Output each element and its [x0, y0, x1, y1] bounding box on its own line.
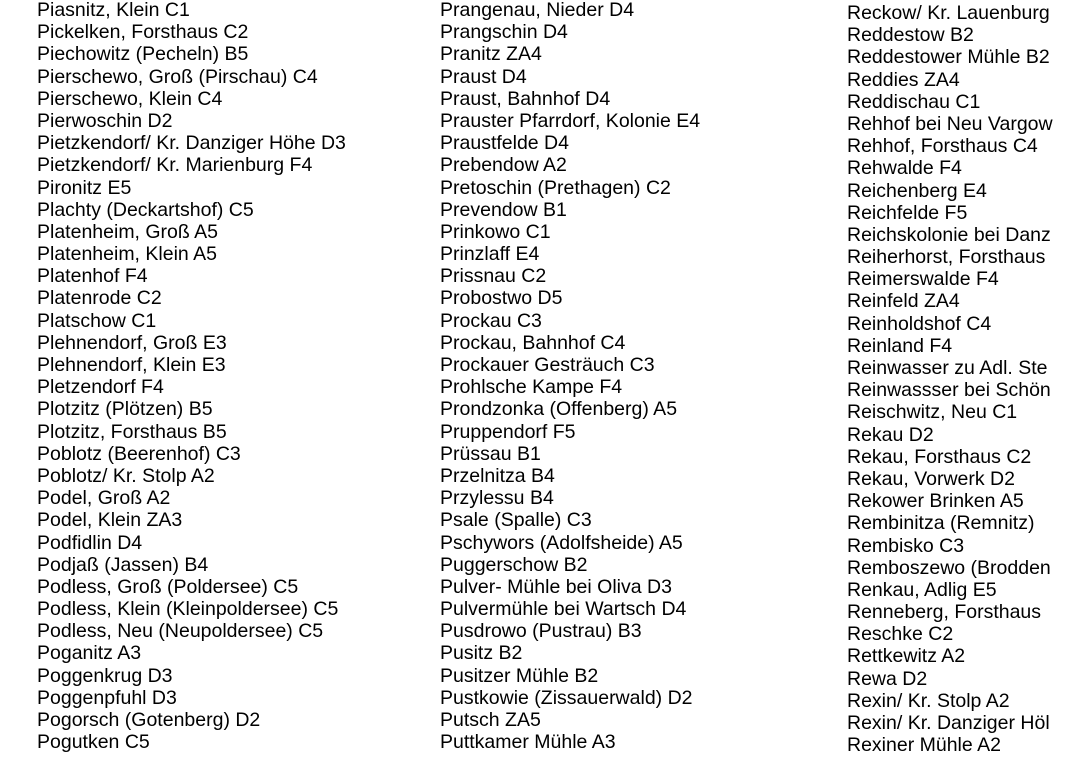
index-entry: Renkau, Adlig E5: [847, 578, 997, 601]
index-entry: Rewa D2: [847, 667, 928, 690]
index-entry: Prangenau, Nieder D4: [440, 0, 635, 21]
index-entry: Plotzitz (Plötzen) B5: [37, 398, 213, 421]
index-entry: Podel, Klein ZA3: [37, 509, 183, 532]
index-entry: Przylessu B4: [440, 487, 554, 510]
index-entry: Rembisko C3: [847, 534, 965, 557]
index-entry: Reschke C2: [847, 623, 954, 646]
index-entry: Poggenpfuhl D3: [37, 686, 177, 709]
index-entry: Rekau D2: [847, 423, 934, 446]
index-entry: Poggenkrug D3: [37, 664, 173, 687]
index-entry: Psale (Spalle) C3: [440, 509, 592, 532]
index-entry: Praust D4: [440, 65, 527, 88]
index-entry: Rehwalde F4: [847, 157, 962, 180]
index-entry: Poblotz (Beerenhof) C3: [37, 442, 241, 465]
index-column-3: [847, 2, 1053, 756]
index-entry: Reinland F4: [847, 334, 953, 357]
index-entry: Probostwo D5: [440, 287, 563, 310]
index-entry: Pietzkendorf/ Kr. Marienburg F4: [37, 154, 313, 177]
index-entry: Platenrode C2: [37, 287, 162, 310]
index-entry: Reddestower Mühle B2: [847, 46, 1050, 69]
index-entry: Piasnitz, Klein C1: [37, 0, 190, 21]
index-entry: Prockau C3: [440, 309, 542, 332]
index-entry: Pogutken C5: [37, 731, 150, 754]
index-entry: Praustfelde D4: [440, 132, 569, 155]
index-entry: Prevendow B1: [440, 198, 567, 221]
index-entry: Reichfelde F5: [847, 201, 968, 224]
index-entry: Pranitz ZA4: [440, 43, 542, 66]
index-entry: Praust, Bahnhof D4: [440, 87, 611, 110]
index-entry: Reichskolonie bei Danz: [847, 223, 1051, 246]
index-entry: Prauster Pfarrdorf, Kolonie E4: [440, 109, 701, 132]
index-entry: Poblotz/ Kr. Stolp A2: [37, 464, 215, 487]
index-entry: Prüssau B1: [440, 442, 541, 465]
index-entry: Pulver- Mühle bei Oliva D3: [440, 575, 672, 598]
index-entry: Reimerswalde F4: [847, 268, 999, 291]
index-entry: Pierschewo, Groß (Pirschau) C4: [37, 65, 318, 88]
index-entry: Pironitz E5: [37, 176, 132, 199]
index-column-2: [440, 0, 700, 753]
index-entry: Podless, Neu (Neupoldersee) C5: [37, 620, 324, 643]
index-entry: Piechowitz (Pecheln) B5: [37, 43, 249, 66]
index-entry: Prohlsche Kampe F4: [440, 376, 623, 399]
index-entry: Pickelken, Forsthaus C2: [37, 21, 249, 44]
index-entry: Reinholdshof C4: [847, 312, 992, 335]
index-entry: Platschow C1: [37, 309, 157, 332]
index-entry: Reinwassser bei Schön: [847, 379, 1051, 402]
index-entry: Prissnau C2: [440, 265, 547, 288]
index-entry: Prondzonka (Offenberg) A5: [440, 398, 678, 421]
index-entry: Prebendow A2: [440, 154, 567, 177]
index-entry: Rekower Brinken A5: [847, 490, 1024, 513]
index-entry: Pusitzer Mühle B2: [440, 664, 599, 687]
index-entry: Plotzitz, Forsthaus B5: [37, 420, 227, 443]
index-entry: Prockauer Gesträuch C3: [440, 354, 655, 376]
index-entry: Platenheim, Klein A5: [37, 243, 217, 266]
index-entry: Pretoschin (Prethagen) C2: [440, 176, 671, 199]
index-entry: Poganitz A3: [37, 642, 142, 665]
index-entry: Pierwoschin D2: [37, 109, 173, 132]
index-entry: Reddestow B2: [847, 24, 974, 47]
index-entry: Puttkamer Mühle A3: [440, 731, 616, 754]
index-entry: Renneberg, Forsthaus: [847, 601, 1042, 624]
index-entry: Pletzendorf F4: [37, 376, 164, 399]
index-entry: Prinzlaff E4: [440, 243, 540, 266]
index-entry: Przelnitza B4: [440, 464, 555, 487]
index-entry: Puggerschow B2: [440, 553, 588, 576]
index-entry: Reddischau C1: [847, 90, 981, 113]
index-entry: Reddies ZA4: [847, 68, 960, 91]
index-entry: Pogorsch (Gotenberg) D2: [37, 709, 261, 731]
index-entry: Pusitz B2: [440, 642, 523, 665]
index-entry: Podless, Groß (Poldersee) C5: [37, 575, 299, 598]
index-entry: Rettkewitz A2: [847, 645, 966, 668]
index-entry: Reckow/ Kr. Lauenburg: [847, 2, 1050, 24]
index-entry: Putsch ZA5: [440, 709, 541, 731]
index-entry: Rehhof, Forsthaus C4: [847, 135, 1038, 158]
index-entry: Podfidlin D4: [37, 531, 143, 554]
index-entry: Remboszewo (Brodden: [847, 556, 1051, 579]
index-entry: Platenhof F4: [37, 265, 148, 288]
index-entry: Pusdrowo (Pustrau) B3: [440, 620, 642, 643]
index-entry: Plehnendorf, Groß E3: [37, 331, 227, 354]
index-entry: Reinwasser zu Adl. Ste: [847, 357, 1048, 379]
index-entry: Plehnendorf, Klein E3: [37, 354, 226, 376]
index-entry: Reiherhorst, Forsthaus: [847, 246, 1046, 269]
index-entry: Pruppendorf F5: [440, 420, 576, 443]
index-entry: Podjaß (Jassen) B4: [37, 553, 209, 576]
index-entry: Pulvermühle bei Wartsch D4: [440, 598, 687, 621]
index-entry: Pierschewo, Klein C4: [37, 87, 223, 110]
index-entry: Reichenberg E4: [847, 179, 987, 202]
index-entry: Prockau, Bahnhof C4: [440, 331, 626, 354]
index-entry: Reischwitz, Neu C1: [847, 401, 1018, 424]
index-column-1: [37, 0, 346, 753]
index-entry: Prangschin D4: [440, 21, 568, 44]
index-entry: Platenheim, Groß A5: [37, 220, 219, 243]
index-entry: Podel, Groß A2: [37, 487, 171, 510]
index-entry: Reinfeld ZA4: [847, 290, 960, 313]
index-entry: Pschywors (Adolfsheide) A5: [440, 531, 683, 554]
index-entry: Prinkowo C1: [440, 220, 551, 243]
index-entry: Rehhof bei Neu Vargow: [847, 112, 1053, 135]
index-entry: Pietzkendorf/ Kr. Danziger Höhe D3: [37, 132, 346, 155]
index-entry: Rexiner Mühle A2: [847, 734, 1001, 757]
index-entry: Rexin/ Kr. Danziger Höl: [847, 712, 1050, 734]
index-entry: Rekau, Forsthaus C2: [847, 445, 1032, 468]
index-entry: Pustkowie (Zissauerwald) D2: [440, 686, 693, 709]
index-entry: Rekau, Vorwerk D2: [847, 467, 1015, 490]
index-entry: Rexin/ Kr. Stolp A2: [847, 689, 1010, 712]
index-entry: Podless, Klein (Kleinpoldersee) C5: [37, 598, 339, 621]
index-entry: Rembinitza (Remnitz): [847, 512, 1035, 535]
index-entry: Plachty (Deckartshof) C5: [37, 198, 254, 221]
